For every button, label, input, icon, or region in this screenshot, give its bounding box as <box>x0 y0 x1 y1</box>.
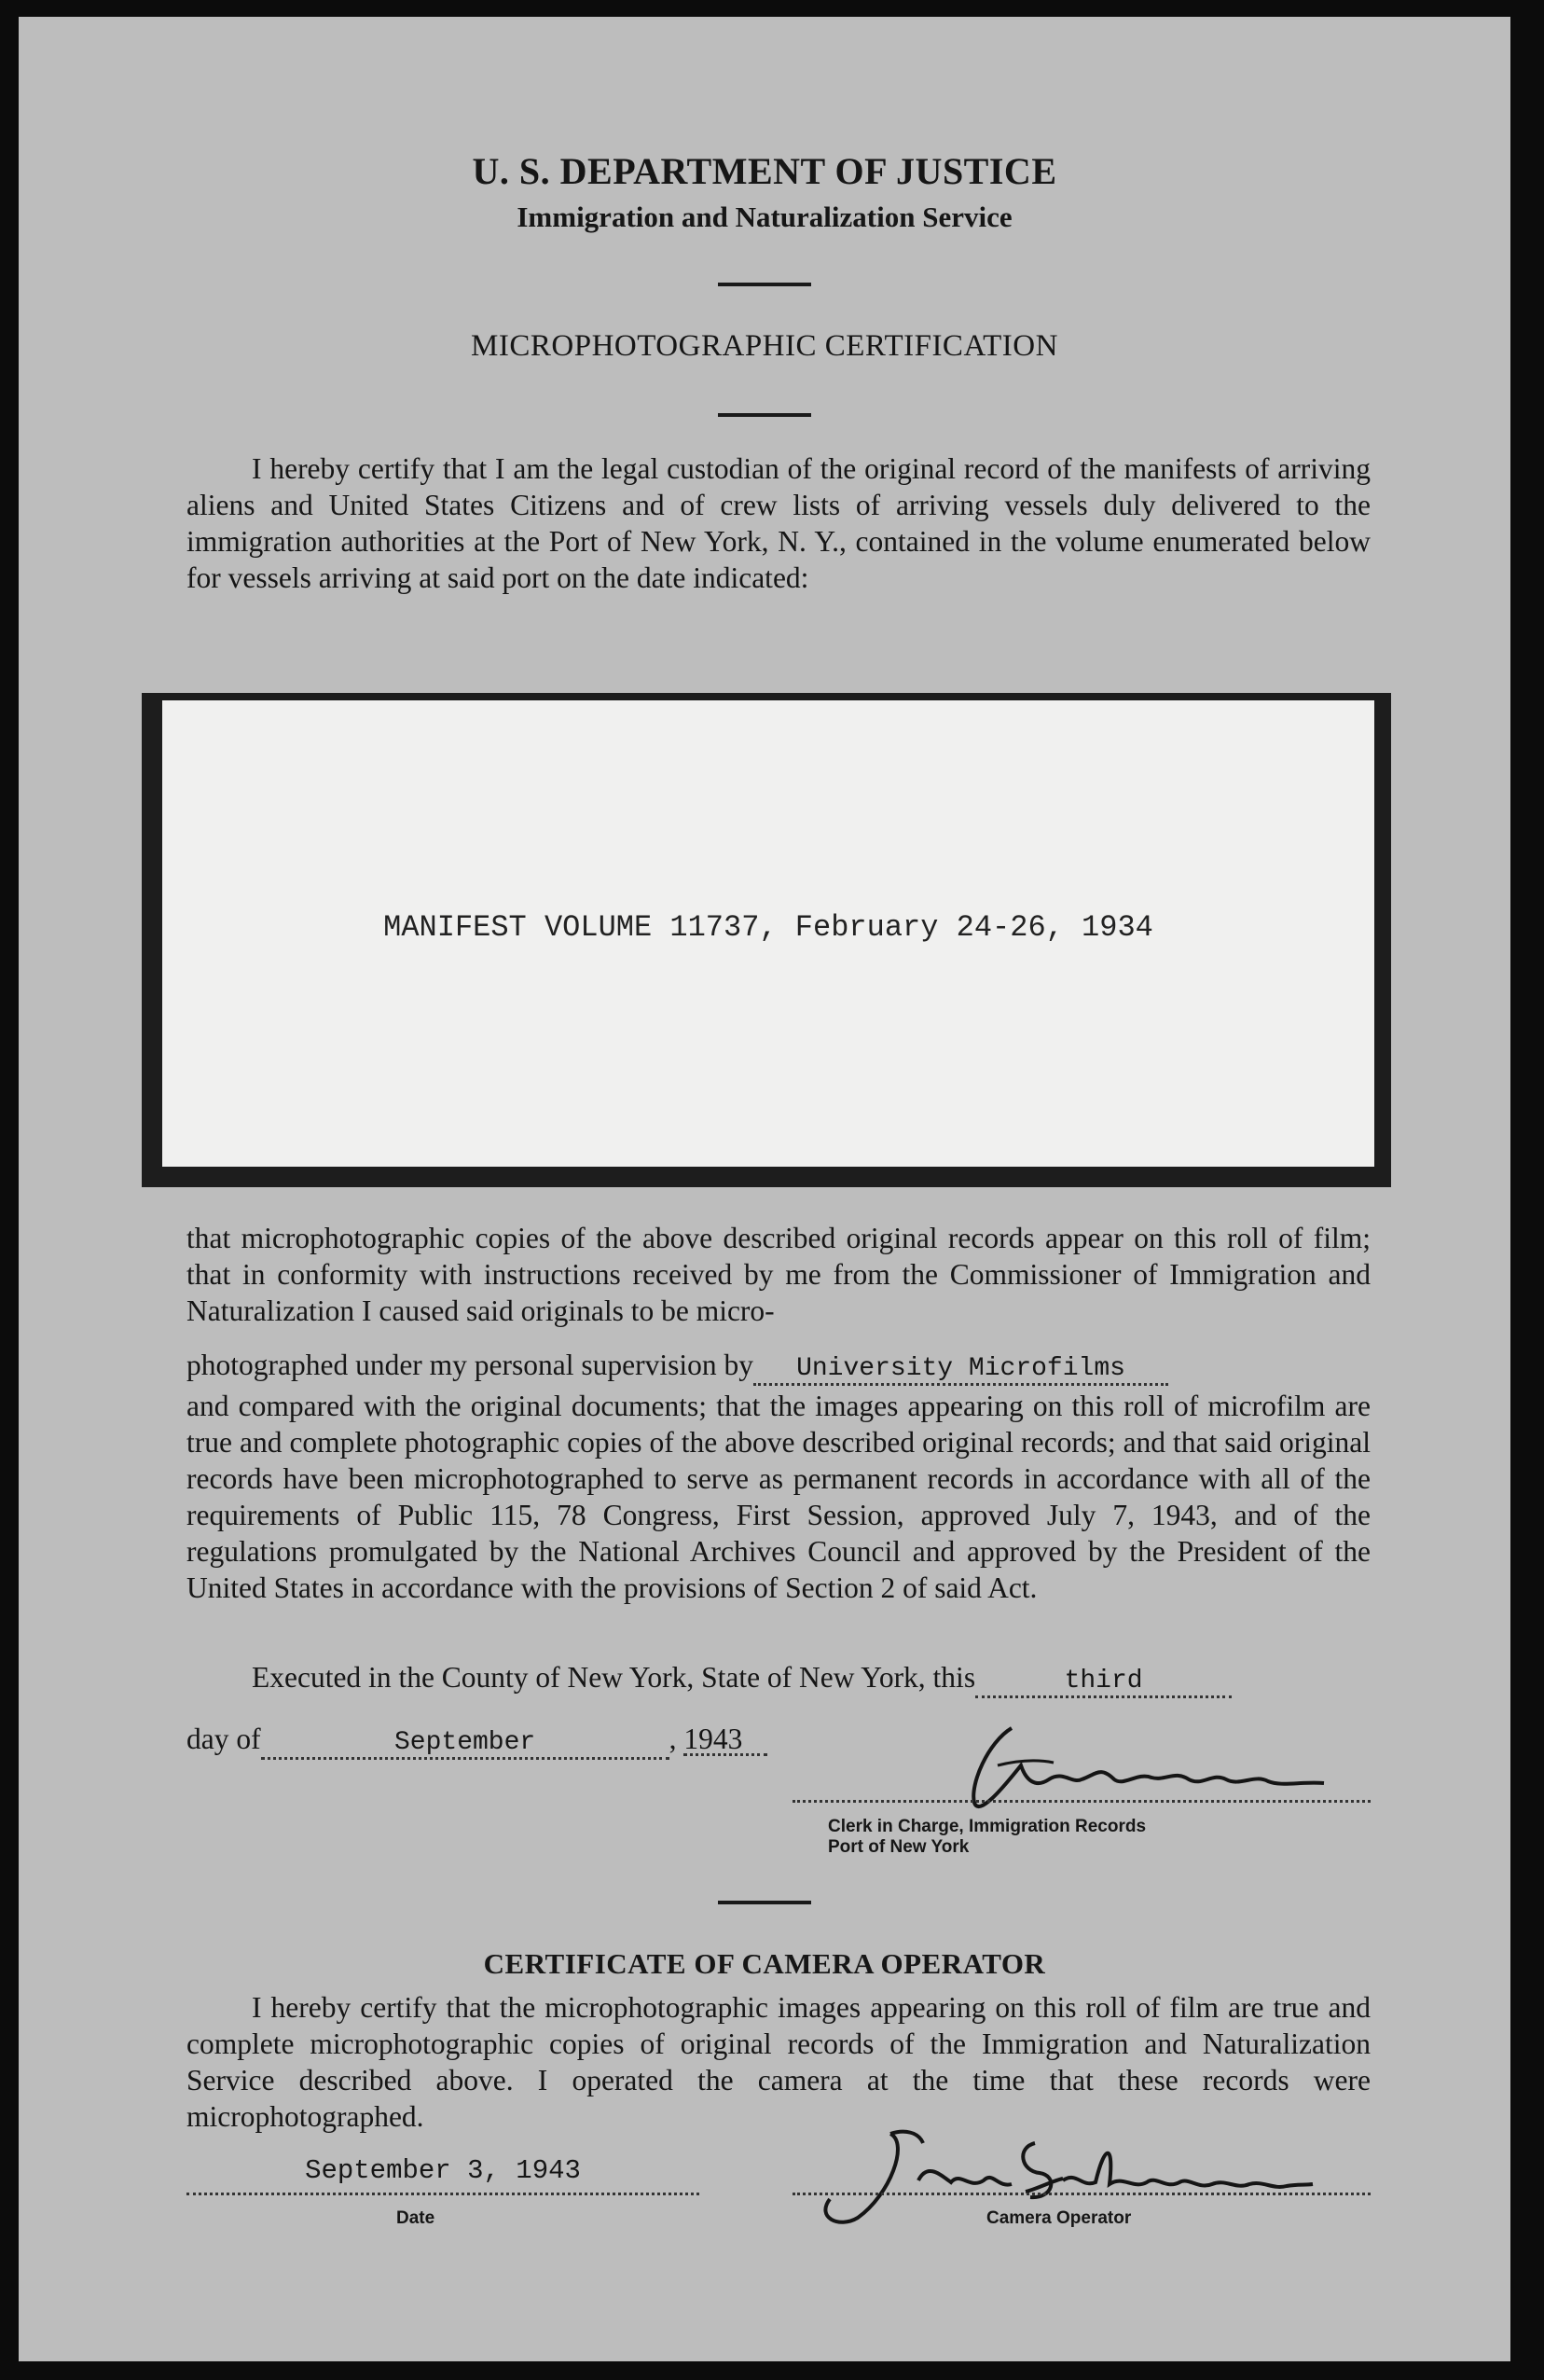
clerk-title <box>828 1817 1146 1858</box>
body-paragraph-2: and compared with the original documents; that the images appearing on this roll of microfilm are true and complete photographic copies of the above described original records; and that said original records have been microphotographed to serve as permanent records in accordance with all of the requirements of Public 115, 78 Congress, First Session, approved July 7, 1943, and of the regulations promulgated by the National Archives Council and approved by the President of the United States in accordance with the provisions of Section 2 of said Act. <box>186 1390 1371 1604</box>
camera-operator-signature-line <box>793 2193 1371 2195</box>
execution-lead: Executed in the County of New York, State of New York, this <box>252 1661 976 1694</box>
volume-card-paper <box>162 700 1374 1167</box>
date-label: Date <box>396 2208 435 2228</box>
day-of-label: day of <box>186 1723 261 1755</box>
camera-operator-paragraph: I hereby certify that the microphotographic images appearing on this roll of film are true and complete microphotographic copies of original records of the Immigration and Naturalization Service described above. I operated the camera at the time that these records were microphotographed. <box>186 1991 1371 2133</box>
execution-line <box>186 1661 1371 1698</box>
divider <box>718 413 811 417</box>
execution-month-field: September <box>261 1729 669 1760</box>
camera-operator-label: Camera Operator <box>986 2208 1132 2228</box>
supervision-lead: photographed under my personal supervision by <box>186 1349 754 1381</box>
date-line <box>186 2193 699 2195</box>
year-comma: , <box>669 1723 684 1755</box>
department-heading: U. S. DEPARTMENT OF JUSTICE <box>472 150 1057 192</box>
execution-day-field: third <box>975 1667 1232 1698</box>
clerk-title-line-2: Port of New York <box>828 1837 970 1857</box>
camera-operator-title: CERTIFICATE OF CAMERA OPERATOR <box>483 1947 1046 1980</box>
execution-year-field: 1943 <box>683 1725 767 1756</box>
supervision-line <box>186 1349 1371 1386</box>
divider <box>718 283 811 286</box>
divider <box>718 1901 811 1904</box>
clerk-signature-line <box>793 1800 1371 1803</box>
volume-card <box>142 693 1391 1187</box>
service-subheading: Immigration and Naturalization Service <box>517 201 1013 233</box>
certificate-page <box>19 17 1510 2361</box>
filmed-by-field: University Microfilms <box>753 1355 1168 1386</box>
manifest-volume-label: MANIFEST VOLUME 11737, February 24-26, 1934 <box>383 910 1153 945</box>
clerk-title-line-1: Clerk in Charge, Immigration Records <box>828 1817 1147 1836</box>
certification-title: MICROPHOTOGRAPHIC CERTIFICATION <box>471 329 1058 363</box>
intro-paragraph: I hereby certify that I am the legal custodian of the original record of the manifests of arriving aliens and United States Citizens and of crew lists of arriving vessels duly delivered to the immigration authorities at the Port of New York, N. Y., contained in the volume enumerated below for vessels arriving at said port on the date indicated: <box>186 452 1371 594</box>
camera-date-value: September 3, 1943 <box>305 2155 581 2186</box>
body-paragraph-1: that microphotographic copies of the above described original records appear on this roll of film; that in conformity with instructions received by me from the Commissioner of Immigration and Naturalization I caused said originals to be micro- <box>186 1222 1371 1327</box>
